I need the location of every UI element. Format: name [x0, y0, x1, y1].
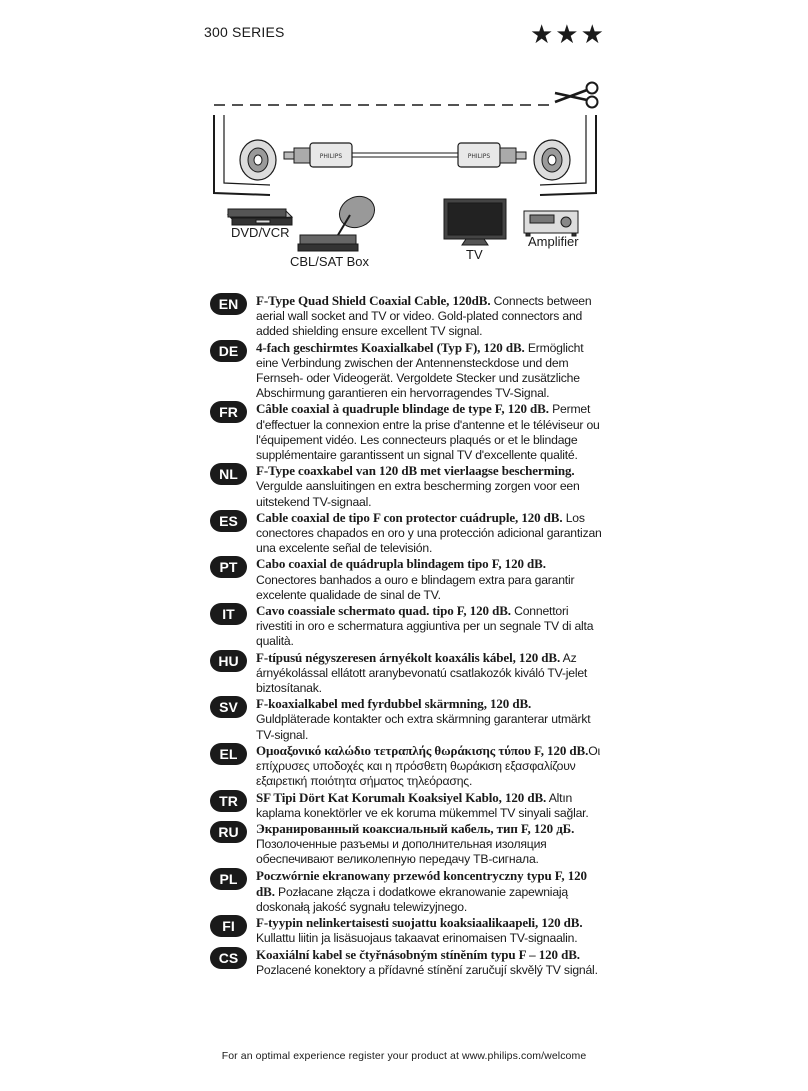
- lang-body: Az árnyékolással ellátott aranybevonatú csatlakozók kiváló TV-jelet biztosítanak.: [256, 650, 588, 696]
- lang-entry-it: [210, 603, 605, 650]
- lang-entry-cs: [210, 947, 605, 978]
- lang-title: 4-fach geschirmtes Koaxialkabel (Typ F), 120 dB.: [256, 339, 525, 355]
- lang-body: Pozłacane złącza i dodatkowe ekranowanie zapewniają doskonałą jakość sygnału telewizyjnego.: [256, 884, 568, 914]
- lang-entry-sv: [210, 696, 605, 743]
- lang-entry-hu: [210, 650, 605, 697]
- lang-entry-pl: [210, 868, 605, 916]
- lang-entry-fi: [210, 915, 605, 946]
- lang-body: Connettori rivestiti in oro e schermatura aggiuntiva per un segnale TV di alta qualità.: [256, 604, 594, 649]
- lang-badge: FI: [210, 915, 247, 937]
- lang-title: Cavo coassiale schermato quad. tipo F, 120 dB.: [256, 603, 511, 619]
- lang-entry-ru: [210, 821, 605, 868]
- lang-entry-tr: [210, 790, 605, 821]
- lang-title: Экранированный коаксиальный кабель, тип F, 120 дБ.: [256, 820, 575, 836]
- label-amplifier: Amplifier: [528, 234, 579, 249]
- lang-title: Câble coaxial à quadruple blindage de type F, 120 dB.: [256, 401, 549, 417]
- lang-body: Vergulde aansluitingen en extra bescherming zorgen voor een uitstekend TV-signaal.: [256, 479, 580, 509]
- lang-body: Altın kaplama konektörler ve ek koruma mükemmel TV sinyali sağlar.: [256, 790, 589, 820]
- lang-title: F-típusú négyszeresen árnyékolt koaxális kábel, 120 dB.: [256, 649, 561, 665]
- lang-body: Οι επίχρυσες υποδοχές και η πρόσθετη θωράκιση εξασφαλίζουν εξαιρετική ποιότητα σήματος τηλεόρασης.: [256, 743, 601, 789]
- lang-title: Cable coaxial de tipo F con protector cuádruple, 120 dB.: [256, 509, 563, 525]
- dvd-vcr-device: [228, 209, 292, 225]
- connector-brand-right: PHILIPS: [467, 153, 491, 160]
- lang-body: Позолоченные разъемы и дополнительная изоляция обеспечивают великолепную передачу ТВ-сигнала.: [256, 837, 547, 867]
- lang-title: Cabo coaxial de quádrupla blindagem tipo F, 120 dB.: [256, 556, 546, 572]
- amplifier-device: [524, 211, 578, 236]
- lang-badge: TR: [210, 790, 247, 812]
- lang-title: Ομοαξονικό καλώδιο τετραπλής θωράκισης τύπου F, 120 dB.: [256, 742, 589, 758]
- lang-title: SF Tipi Dört Kat Korumalı Koaksiyel Kablo, 120 dB.: [256, 789, 547, 805]
- lang-title: Poczwórnie ekranowany przewód koncentryczny typu F, 120 dB.: [256, 867, 587, 899]
- lang-entry-nl: [210, 463, 605, 510]
- lang-title: Koaxiální kabel se čtyřnásobným stíněním typu F – 120 dB.: [256, 946, 580, 962]
- lang-body: Los conectores chapados en oro y una protección adicional garantizan una excelente señal de televisión.: [256, 510, 602, 556]
- lang-body: Permet d'effectuer la connexion entre la prise d'antenne et le téléviseur ou l'équipement vidéo. Les connecteurs plaqués or et le blindage supplémentaire garantissent un signal TV d'excellente qualité.: [256, 402, 600, 463]
- lang-body: Guldpläterade kontakter och extra skärmning garanterar utmärkt TV-signal.: [256, 712, 591, 742]
- label-tv: TV: [466, 247, 483, 262]
- coaxial-cable: [284, 143, 526, 167]
- connector-brand-left: PHILIPS: [319, 153, 343, 160]
- lang-body: Kullattu liitin ja lisäsuojaus takaavat erinomaisen TV-signaalin.: [256, 931, 578, 946]
- lang-badge: IT: [210, 603, 247, 625]
- lang-title: F-tyypin nelinkertaisesti suojattu koaksiaalikaapeli, 120 dB.: [256, 915, 583, 931]
- right-wall-socket: [534, 115, 596, 195]
- lang-entry-fr: [210, 401, 605, 463]
- left-wall-socket: [214, 115, 276, 195]
- lang-badge: NL: [210, 463, 247, 485]
- lang-badge: HU: [210, 650, 247, 672]
- lang-title: F-Type coaxkabel van 120 dB met vierlaagse bescherming.: [256, 463, 575, 479]
- lang-badge: SV: [210, 696, 247, 718]
- lang-body: Conectores banhados a ouro e blindagem extra para garantir excelente qualidade de sinal de TV.: [256, 572, 575, 602]
- lang-badge: CS: [210, 947, 247, 969]
- registration-footer: For an optimal experience register your product at www.philips.com/welcome: [221, 1050, 587, 1062]
- lang-entry-de: [210, 340, 605, 402]
- lang-entry-es: [210, 510, 605, 557]
- language-list: [210, 293, 605, 978]
- lang-badge: ES: [210, 510, 247, 532]
- cbl-sat-device: [298, 191, 380, 251]
- tv-device: [444, 199, 506, 245]
- product-illustration: [200, 75, 610, 280]
- label-cbl-sat: CBL/SAT Box: [290, 254, 369, 269]
- label-dvd-vcr: DVD/VCR: [231, 225, 290, 240]
- lang-body: Connects between aerial wall socket and TV or video. Gold-plated connectors and added shielding ensure excellent TV signal.: [256, 294, 592, 339]
- lang-body: Pozlacené konektory a přídavné stínění zaručují skvělý TV signál.: [256, 962, 598, 977]
- lang-badge: DE: [210, 340, 247, 362]
- lang-badge: FR: [210, 401, 247, 423]
- lang-title: F-koaxialkabel med fyrdubbel skärmning, 120 dB.: [256, 696, 532, 712]
- lang-entry-el: [210, 743, 605, 790]
- lang-badge: PT: [210, 556, 247, 578]
- lang-entry-pt: [210, 556, 605, 603]
- lang-badge: EL: [210, 743, 247, 765]
- rating-stars: ★★★: [530, 20, 606, 50]
- series-label: 300 SERIES: [204, 24, 285, 40]
- lang-entry-en: [210, 293, 605, 340]
- lang-body: Ermöglicht eine Verbindung zwischen der Antennensteckdose und dem Fernseh- oder Videogerät. Vergoldete Stecker und zusätzliche Abschirmung garantieren ein hervorragendes TV-Signal.: [256, 340, 584, 401]
- lang-title: F-Type Quad Shield Coaxial Cable, 120dB.: [256, 293, 491, 308]
- lang-badge: PL: [210, 868, 247, 890]
- scissors-icon: [555, 83, 598, 108]
- lang-badge: EN: [210, 293, 247, 315]
- lang-badge: RU: [210, 821, 247, 843]
